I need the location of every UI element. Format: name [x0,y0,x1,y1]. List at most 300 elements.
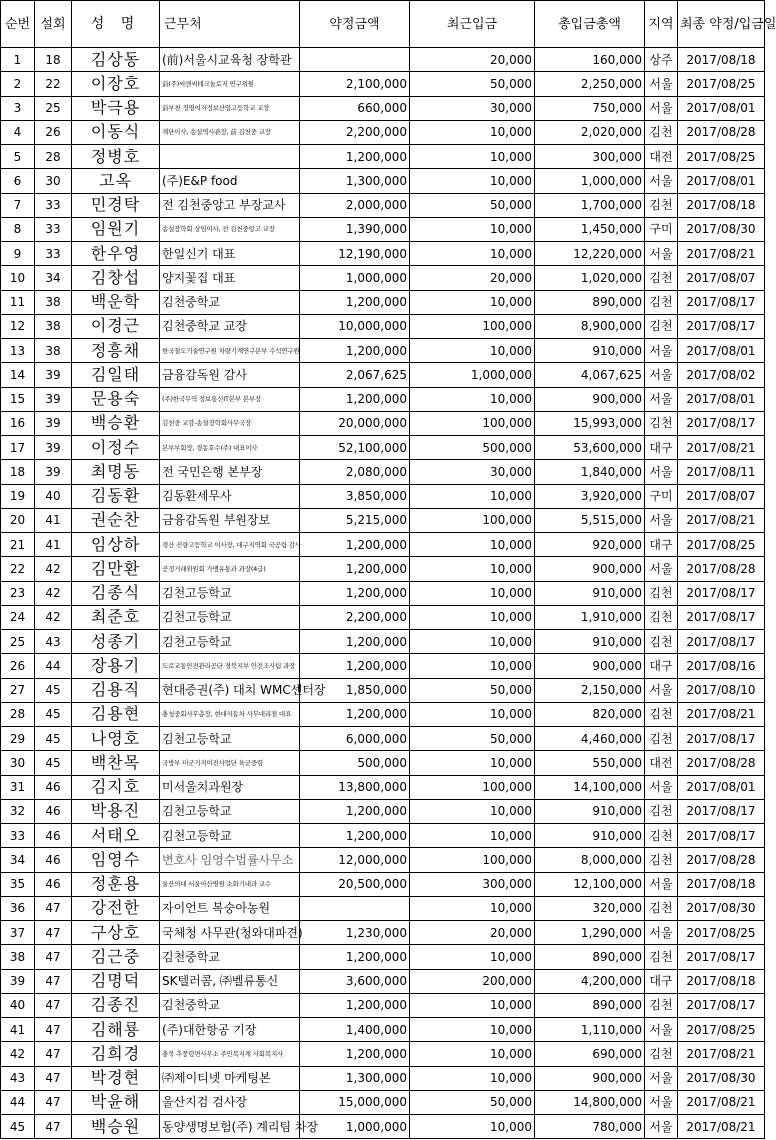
cell-total: 550,000 [535,751,645,775]
cell-pledge: 1,200,000 [300,993,410,1017]
cell-work: 변호사 임영수법률사무소 [160,848,300,872]
cell-total: 15,993,000 [535,411,645,435]
cell-total: 4,200,000 [535,969,645,993]
cell-pledge: 500,000 [300,751,410,775]
cell-work: 재단이사, 송설역사관장, 前 김천중 교장 [160,120,300,144]
cell-gen: 39 [35,411,72,435]
cell-name: 최명동 [72,460,160,484]
cell-total: 1,290,000 [535,921,645,945]
cell-date: 2017/08/01 [678,339,765,363]
table-row [1,1115,765,1139]
cell-total: 300,000 [535,145,645,169]
cell-pledge: 1,200,000 [300,581,410,605]
cell-work: 김천중 교감-송설장학회사무국장 [160,411,300,435]
table-row [1,969,765,993]
cell-region: 김천 [645,120,678,144]
cell-no: 17 [1,436,35,460]
cell-region: 김천 [645,314,678,338]
cell-pledge: 1,200,000 [300,1042,410,1066]
cell-total: 890,000 [535,993,645,1017]
cell-name: 임상하 [72,533,160,557]
table-row [1,508,765,532]
cell-date: 2017/08/17 [678,630,765,654]
cell-gen: 45 [35,678,72,702]
cell-region: 서울 [645,1066,678,1090]
cell-gen: 45 [35,702,72,726]
header-row [1,1,765,48]
cell-no: 13 [1,339,35,363]
cell-work: 현대증권(주) 대치 WMC센터장 [160,678,300,702]
cell-no: 6 [1,169,35,193]
cell-date: 2017/08/30 [678,896,765,920]
cell-region: 김천 [645,1042,678,1066]
table-header [1,1,776,48]
table-row [1,1066,765,1090]
table-row [1,120,765,144]
cell-region: 대구 [645,969,678,993]
cell-name: 성종기 [72,630,160,654]
cell-pledge: 1,300,000 [300,1066,410,1090]
cell-no: 29 [1,727,35,751]
cell-date: 2017/08/25 [678,921,765,945]
cell-date: 2017/08/21 [678,1115,765,1139]
cell-no: 16 [1,411,35,435]
cell-pledge: 1,200,000 [300,824,410,848]
cell-total: 920,000 [535,533,645,557]
cell-region: 서울 [645,169,678,193]
cell-work: 울산의대 서울아산병원 소화기내과 교수 [160,872,300,896]
cell-no: 10 [1,266,35,290]
cell-work: 금융감독원 부원장보 [160,508,300,532]
cell-pledge: 2,200,000 [300,120,410,144]
cell-recent: 10,000 [410,654,535,678]
cell-pledge: 13,800,000 [300,775,410,799]
cell-total: 320,000 [535,896,645,920]
cell-region: 김천 [645,945,678,969]
cell-gen: 42 [35,605,72,629]
cell-total: 890,000 [535,290,645,314]
cell-name: 김용직 [72,678,160,702]
header-no: 순번 [1,1,35,48]
cell-total: 900,000 [535,557,645,581]
cell-region: 상주 [645,48,678,72]
cell-pledge: 5,215,000 [300,508,410,532]
header-date: 최종 약정/입금일 [678,1,765,48]
cell-name: 백승원 [72,1115,160,1139]
cell-name: 임영수 [72,848,160,872]
cell-recent: 1,000,000 [410,363,535,387]
cell-total: 1,840,000 [535,460,645,484]
cell-recent: 10,000 [410,824,535,848]
cell-gen: 44 [35,654,72,678]
cell-date: 2017/08/28 [678,848,765,872]
cell-work: 본부부회장, 경동호수(주) 대표이사 [160,436,300,460]
header-name: 성 명 [72,1,160,48]
cell-work: 김천고등학교 [160,727,300,751]
cell-work: 전 국민은행 본부장 [160,460,300,484]
cell-work: 김천중학교 [160,945,300,969]
table-row [1,411,765,435]
cell-work: 전 김천중앙고 부장교사 [160,193,300,217]
cell-region: 김천 [645,193,678,217]
cell-no: 30 [1,751,35,775]
cell-pledge [300,48,410,72]
cell-total: 1,450,000 [535,217,645,241]
cell-recent: 20,000 [410,266,535,290]
cell-name: 박극용 [72,96,160,120]
cell-name: 백운학 [72,290,160,314]
cell-no: 32 [1,799,35,823]
cell-total: 14,800,000 [535,1090,645,1114]
cell-region: 서울 [645,72,678,96]
cell-no: 34 [1,848,35,872]
cell-recent: 10,000 [410,242,535,266]
cell-gen: 47 [35,1115,72,1139]
table-row [1,48,765,72]
cell-region: 대구 [645,654,678,678]
cell-work: ㈜제이티넷 마케팅본 [160,1066,300,1090]
cell-date: 2017/08/25 [678,145,765,169]
cell-no: 43 [1,1066,35,1090]
cell-no: 40 [1,993,35,1017]
cell-recent: 500,000 [410,436,535,460]
cell-gen: 46 [35,848,72,872]
cell-name: 권순찬 [72,508,160,532]
cell-recent: 50,000 [410,678,535,702]
cell-region: 김천 [645,581,678,605]
cell-name: 백찬목 [72,751,160,775]
table-row [1,387,765,411]
cell-no: 44 [1,1090,35,1114]
cell-recent: 10,000 [410,145,535,169]
cell-no: 14 [1,363,35,387]
cell-no: 25 [1,630,35,654]
cell-recent: 10,000 [410,387,535,411]
cell-gen: 34 [35,266,72,290]
cell-total: 750,000 [535,96,645,120]
cell-date: 2017/08/21 [678,702,765,726]
cell-total: 160,000 [535,48,645,72]
header-total: 총입금총액 [535,1,645,48]
cell-total: 4,067,625 [535,363,645,387]
cell-recent: 10,000 [410,290,535,314]
cell-name: 김창섭 [72,266,160,290]
cell-total: 4,460,000 [535,727,645,751]
cell-recent: 10,000 [410,945,535,969]
cell-total: 910,000 [535,581,645,605]
cell-name: 김명덕 [72,969,160,993]
cell-region: 김천 [645,896,678,920]
cell-gen: 46 [35,799,72,823]
cell-no: 42 [1,1042,35,1066]
cell-name: 김일태 [72,363,160,387]
table-row [1,193,765,217]
cell-region: 대전 [645,145,678,169]
cell-date: 2017/08/17 [678,411,765,435]
cell-recent: 100,000 [410,508,535,532]
cell-region: 대구 [645,533,678,557]
cell-work: 도로교통안전관리공단 경북지부 안전조사팀 과장 [160,654,300,678]
cell-gen: 42 [35,581,72,605]
cell-date: 2017/08/01 [678,775,765,799]
cell-name: 김동환 [72,484,160,508]
cell-total: 1,700,000 [535,193,645,217]
cell-work: 김천중학교 [160,993,300,1017]
cell-recent: 300,000 [410,872,535,896]
cell-region: 서울 [645,363,678,387]
cell-name: 김상동 [72,48,160,72]
cell-total: 2,150,000 [535,678,645,702]
cell-name: 최준호 [72,605,160,629]
cell-recent: 10,000 [410,751,535,775]
cell-work: 울산지검 검사장 [160,1090,300,1114]
cell-region: 구미 [645,484,678,508]
cell-work [160,145,300,169]
cell-name: 이장호 [72,72,160,96]
cell-name: 민경탁 [72,193,160,217]
cell-gen: 39 [35,363,72,387]
cell-total: 1,000,000 [535,169,645,193]
table-row [1,436,765,460]
cell-gen: 40 [35,484,72,508]
cell-name: 박윤해 [72,1090,160,1114]
cell-recent: 10,000 [410,1018,535,1042]
cell-name: 박용진 [72,799,160,823]
cell-date: 2017/08/17 [678,605,765,629]
cell-date: 2017/08/28 [678,557,765,581]
cell-name: 백승환 [72,411,160,435]
cell-no: 1 [1,48,35,72]
cell-date: 2017/08/21 [678,508,765,532]
cell-region: 구미 [645,217,678,241]
cell-work: 경산 진량고등학교 이사장, 대구지역회 국공립 감사 [160,533,300,557]
cell-region: 서울 [645,339,678,363]
cell-date: 2017/08/17 [678,824,765,848]
cell-date: 2017/08/25 [678,1018,765,1042]
cell-pledge: 1,200,000 [300,945,410,969]
cell-total: 8,900,000 [535,314,645,338]
table-row [1,217,765,241]
cell-region: 서울 [645,96,678,120]
cell-date: 2017/08/10 [678,678,765,702]
cell-gen: 39 [35,387,72,411]
cell-pledge: 2,100,000 [300,72,410,96]
cell-region: 김천 [645,266,678,290]
cell-pledge: 1,400,000 [300,1018,410,1042]
table-row [1,775,765,799]
cell-work: 前(주)씨앤씨테크놀로지 연구위원 [160,72,300,96]
cell-pledge: 1,300,000 [300,169,410,193]
cell-name: 정병호 [72,145,160,169]
cell-name: 김종식 [72,581,160,605]
cell-recent: 200,000 [410,969,535,993]
table-row [1,678,765,702]
cell-name: 고옥 [72,169,160,193]
cell-date: 2017/08/21 [678,436,765,460]
table-row [1,266,765,290]
cell-no: 4 [1,120,35,144]
cell-no: 45 [1,1115,35,1139]
cell-gen: 38 [35,339,72,363]
cell-total: 690,000 [535,1042,645,1066]
cell-gen: 33 [35,217,72,241]
cell-region: 서울 [645,508,678,532]
cell-pledge: 1,200,000 [300,145,410,169]
cell-no: 23 [1,581,35,605]
cell-no: 22 [1,557,35,581]
cell-recent: 50,000 [410,727,535,751]
cell-pledge: 1,200,000 [300,290,410,314]
cell-no: 18 [1,460,35,484]
cell-gen: 43 [35,630,72,654]
cell-work: 김천중학교 [160,290,300,314]
cell-recent: 100,000 [410,848,535,872]
table-row [1,242,765,266]
cell-no: 24 [1,605,35,629]
cell-gen: 28 [35,145,72,169]
table-row [1,630,765,654]
header-recent: 최근입금 [410,1,535,48]
cell-name: 강전한 [72,896,160,920]
cell-region: 김천 [645,411,678,435]
cell-total: 1,020,000 [535,266,645,290]
cell-recent: 30,000 [410,96,535,120]
cell-region: 서울 [645,1090,678,1114]
cell-total: 14,100,000 [535,775,645,799]
table-row [1,921,765,945]
cell-gen: 41 [35,508,72,532]
cell-name: 이동식 [72,120,160,144]
cell-recent: 100,000 [410,314,535,338]
cell-gen: 26 [35,120,72,144]
cell-work: 한일신기 대표 [160,242,300,266]
cell-gen: 18 [35,48,72,72]
cell-gen: 38 [35,314,72,338]
cell-total: 900,000 [535,654,645,678]
cell-region: 김천 [645,824,678,848]
cell-recent: 10,000 [410,1115,535,1139]
cell-date: 2017/08/17 [678,290,765,314]
cell-work: 국체청 사무관(청와대파견) [160,921,300,945]
cell-pledge: 1,200,000 [300,799,410,823]
table-row [1,702,765,726]
cell-date: 2017/08/28 [678,751,765,775]
cell-date: 2017/08/21 [678,1042,765,1066]
cell-pledge: 20,000,000 [300,411,410,435]
cell-recent: 10,000 [410,484,535,508]
cell-work: 충북 추풍령면사무소 주민복지계 사회복지사 [160,1042,300,1066]
table-row [1,993,765,1017]
table-row [1,799,765,823]
cell-work: 김천고등학교 [160,799,300,823]
cell-gen: 41 [35,533,72,557]
table-row [1,945,765,969]
cell-region: 김천 [645,702,678,726]
cell-work: 양지꽃집 대표 [160,266,300,290]
cell-date: 2017/08/30 [678,217,765,241]
cell-pledge: 2,080,000 [300,460,410,484]
cell-no: 5 [1,145,35,169]
cell-work: (주)대한항공 기장 [160,1018,300,1042]
cell-recent: 20,000 [410,48,535,72]
cell-total: 910,000 [535,339,645,363]
table-row [1,654,765,678]
table-row [1,169,765,193]
cell-no: 28 [1,702,35,726]
table-row [1,363,765,387]
table-row [1,605,765,629]
cell-work: 김천중학교 교장 [160,314,300,338]
cell-no: 9 [1,242,35,266]
cell-name: 한우영 [72,242,160,266]
cell-date: 2017/08/07 [678,266,765,290]
cell-date: 2017/08/17 [678,945,765,969]
cell-date: 2017/08/17 [678,727,765,751]
cell-work: 충청중회사무총장, 현대자동차 사무대리점 대표 [160,702,300,726]
cell-region: 서울 [645,242,678,266]
cell-total: 5,515,000 [535,508,645,532]
cell-no: 31 [1,775,35,799]
cell-pledge: 10,000,000 [300,314,410,338]
cell-recent: 10,000 [410,605,535,629]
cell-gen: 47 [35,921,72,945]
cell-pledge: 3,600,000 [300,969,410,993]
cell-recent: 10,000 [410,581,535,605]
table-row [1,314,765,338]
cell-region: 대구 [645,436,678,460]
cell-no: 3 [1,96,35,120]
cell-date: 2017/08/18 [678,193,765,217]
cell-pledge: 6,000,000 [300,727,410,751]
cell-gen: 46 [35,775,72,799]
cell-name: 김근중 [72,945,160,969]
cell-name: 김만환 [72,557,160,581]
cell-date: 2017/08/21 [678,242,765,266]
cell-work: (주)E&P food [160,169,300,193]
cell-pledge: 20,500,000 [300,872,410,896]
cell-recent: 100,000 [410,411,535,435]
cell-total: 12,220,000 [535,242,645,266]
cell-no: 19 [1,484,35,508]
cell-pledge: 1,200,000 [300,339,410,363]
cell-total: 2,020,000 [535,120,645,144]
cell-region: 서울 [645,1115,678,1139]
table-row [1,460,765,484]
header-pledge: 약정금액 [300,1,410,48]
cell-no: 39 [1,969,35,993]
cell-date: 2017/08/25 [678,533,765,557]
cell-date: 2017/08/01 [678,96,765,120]
cell-date: 2017/08/17 [678,799,765,823]
table-row [1,557,765,581]
cell-recent: 20,000 [410,921,535,945]
cell-region: 김천 [645,290,678,314]
header-region: 지역 [645,1,678,48]
cell-work: 김천고등학교 [160,581,300,605]
cell-pledge: 1,000,000 [300,1115,410,1139]
cell-work: 국방부 미군기지이전사업단 육군중령 [160,751,300,775]
cell-name: 박경현 [72,1066,160,1090]
cell-gen: 42 [35,557,72,581]
cell-recent: 30,000 [410,460,535,484]
cell-date: 2017/08/17 [678,993,765,1017]
cell-no: 26 [1,654,35,678]
cell-total: 890,000 [535,945,645,969]
cell-total: 910,000 [535,630,645,654]
cell-work: 공정거래위원회 가맹유통과 과장(4급) [160,557,300,581]
cell-date: 2017/08/17 [678,581,765,605]
cell-total: 1,110,000 [535,1018,645,1042]
